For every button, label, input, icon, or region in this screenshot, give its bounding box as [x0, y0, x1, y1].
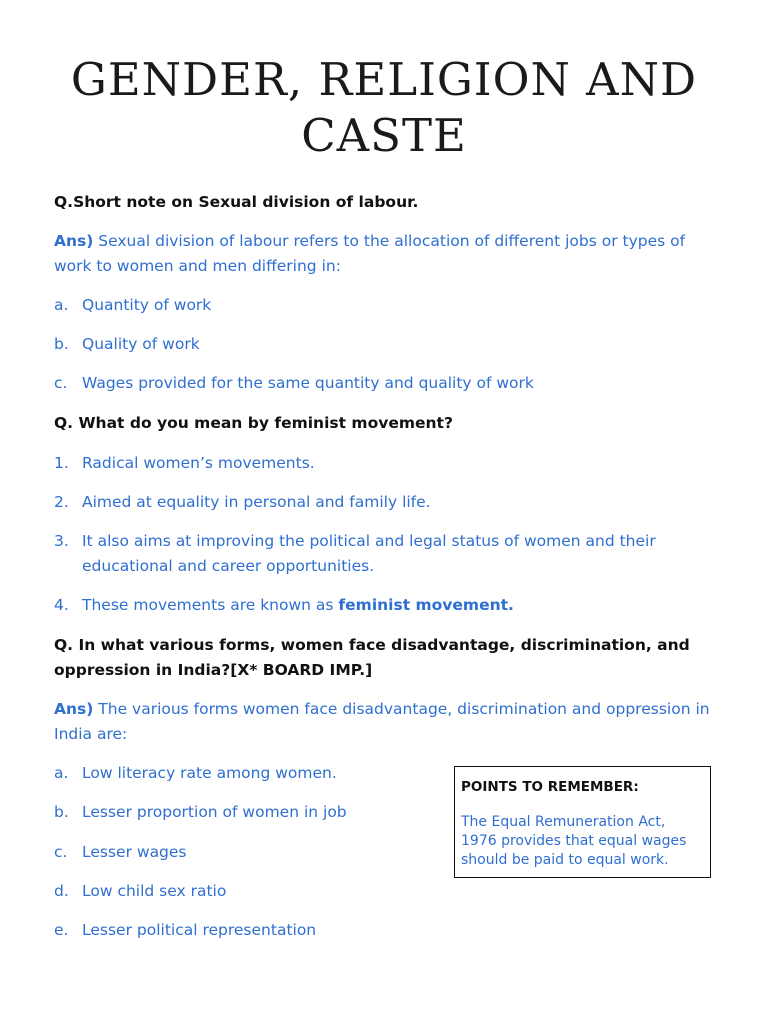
list-item-text: Lesser proportion of women in job [82, 803, 347, 821]
list-item [54, 879, 442, 904]
question-2: Q. What do you mean by feminist movement? [54, 414, 453, 432]
list-marker: 3. [54, 532, 69, 550]
list-item-text: Quantity of work [82, 296, 212, 314]
list-item [54, 451, 714, 476]
list-item [54, 593, 714, 618]
list-item [54, 800, 442, 825]
list-marker: 1. [54, 454, 69, 472]
list-item-text: Quality of work [82, 335, 200, 353]
list-item-text: Low literacy rate among women. [82, 764, 337, 782]
list-marker: a. [54, 296, 69, 314]
list-marker: c. [54, 374, 68, 392]
list-item-text: Low child sex ratio [82, 882, 227, 900]
note-body: The Equal Remuneration Act, 1976 provides that equal wages should be paid to equal work. [461, 814, 687, 868]
list-marker: b. [54, 803, 69, 821]
answer-label: Ans) [54, 232, 94, 250]
list-marker: b. [54, 335, 69, 353]
list-item-text [82, 593, 714, 618]
list-item [54, 332, 714, 357]
note-heading: POINTS TO REMEMBER: [461, 779, 639, 795]
list-marker: e. [54, 921, 69, 939]
answer-1-text: Sexual division of labour refers to the allocation of different jobs or types of work to women and men differing in: [54, 232, 686, 275]
list-marker: d. [54, 882, 69, 900]
points-to-remember-box [454, 766, 711, 878]
list-item [54, 918, 442, 943]
list-item-lead: These movements are known as [82, 596, 339, 614]
list-marker: 4. [54, 596, 69, 614]
question-3: Q. In what various forms, women face disadvantage, discrimination, and oppression in India?[X* BOARD IMP.] [54, 636, 690, 679]
answer-3 [54, 697, 714, 747]
list-marker: c. [54, 843, 68, 861]
list-item-text: Radical women’s movements. [82, 454, 315, 472]
answer-3-text: The various forms women face disadvantage, discrimination and oppression in India are: [54, 700, 710, 743]
list-marker: 2. [54, 493, 69, 511]
emphasis-feminist-movement: feminist movement. [338, 596, 514, 614]
list-item [54, 840, 442, 865]
list-item-text: Wages provided for the same quantity and quality of work [82, 374, 534, 392]
list-marker: a. [54, 764, 69, 782]
list-item [54, 529, 714, 579]
page-title: GENDER, RELIGION AND CASTE [70, 53, 698, 162]
list-item-text: Lesser wages [82, 843, 187, 861]
list-item-text: It also aims at improving the political and legal status of women and their educational and career opportunities. [82, 532, 656, 575]
list-item [54, 293, 714, 318]
answer-1 [54, 229, 714, 279]
list-item [54, 761, 442, 786]
list-item [54, 490, 714, 515]
question-1: Q.Short note on Sexual division of labour. [54, 193, 419, 211]
answer-label: Ans) [54, 700, 94, 718]
list-item [54, 371, 714, 396]
list-item-text: Aimed at equality in personal and family life. [82, 493, 431, 511]
list-item-text: Lesser political representation [82, 921, 317, 939]
